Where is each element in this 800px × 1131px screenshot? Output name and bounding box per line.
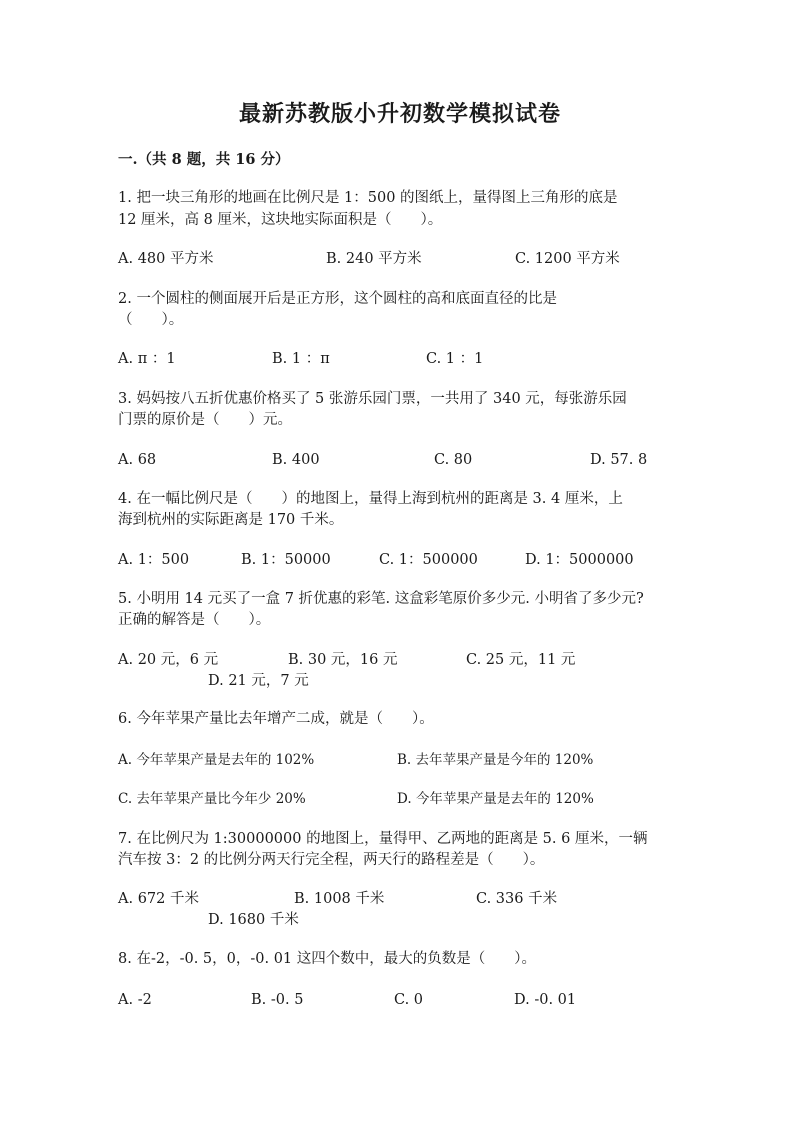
question-2-option-c: C. 1 ：1 [426,351,484,367]
question-8-option-a: A. -2 [118,992,152,1008]
question-1-line-2: 12 厘米，高 8 厘米，这块地实际面积是（ ）。 [118,212,443,228]
question-7-line-1: 7. 在比例尺为 1:30000000 的地图上，量得甲、乙两地的距离是 5. 6 厘米，一辆 [118,831,648,847]
question-6-option-d: D. 今年苹果产量是去年的 120% [397,791,594,807]
section-heading: 一.（共 8 题，共 16 分） [118,151,290,168]
question-5-option-d: D. 21 元，7 元 [208,673,309,689]
question-6-option-c: C. 去年苹果产量比今年少 20% [118,791,306,807]
question-2-line-2: （ ）。 [118,312,184,328]
question-8-option-d: D. -0. 01 [514,992,577,1008]
question-3-option-d: D. 57. 8 [590,452,648,468]
question-7-option-d: D. 1680 千米 [208,912,299,928]
question-1-option-b: B. 240 平方米 [326,251,422,267]
question-4-option-a: A. 1：500 [118,552,190,568]
question-1-option-c: C. 1200 平方米 [515,251,620,267]
question-5-line-2: 正确的解答是（ ）。 [118,612,271,628]
question-3-option-b: B. 400 [272,452,320,468]
question-4-option-d: D. 1：5000000 [525,552,634,568]
question-4-line-1: 4. 在一幅比例尺是（ ）的地图上，量得上海到杭州的距离是 3. 4 厘米，上 [118,491,623,507]
question-5-line-1: 5. 小明用 14 元买了一盒 7 折优惠的彩笔. 这盒彩笔原价多少元. 小明省了多少元? [118,591,644,607]
question-3-option-c: C. 80 [434,452,473,468]
question-6-option-a: A. 今年苹果产量是去年的 102% [118,752,315,768]
question-6-line-1: 6. 今年苹果产量比去年增产二成，就是（ ）。 [118,711,434,727]
question-5-option-b: B. 30 元，16 元 [288,652,398,668]
question-7-line-2: 汽车按 3：2 的比例分两天行完全程，两天行的路程差是（ ）。 [118,852,545,868]
question-2-option-a: A. π ：1 [118,351,176,367]
question-7-option-b: B. 1008 千米 [294,891,385,907]
question-3-line-1: 3. 妈妈按八五折优惠价格买了 5 张游乐园门票，一共用了 340 元，每张游乐园 [118,391,627,407]
question-1-option-a: A. 480 平方米 [118,251,214,267]
question-7-option-a: A. 672 千米 [118,891,199,907]
question-2-line-1: 2. 一个圆柱的侧面展开后是正方形，这个圆柱的高和底面直径的比是 [118,291,557,307]
question-8-option-b: B. -0. 5 [251,992,304,1008]
question-2-option-b: B. 1 ：π [272,351,330,367]
page-title: 最新苏教版小升初数学模拟试卷 [238,101,561,127]
question-8-line-1: 8. 在-2，-0. 5，0，-0. 01 这四个数中，最大的负数是（ ）。 [118,951,537,967]
question-5-option-a: A. 20 元，6 元 [118,652,219,668]
question-6-option-b: B. 去年苹果产量是今年的 120% [397,752,594,768]
question-4-option-b: B. 1：50000 [241,552,331,568]
question-4-line-2: 海到杭州的实际距离是 170 千米。 [118,512,344,528]
question-4-option-c: C. 1：500000 [379,552,478,568]
question-7-option-c: C. 336 千米 [476,891,558,907]
question-3-line-2: 门票的原价是（ ）元。 [118,412,292,428]
question-1-line-1: 1. 把一块三角形的地画在比例尺是 1：500 的图纸上，量得图上三角形的底是 [118,190,618,206]
question-5-option-c: C. 25 元，11 元 [466,652,576,668]
question-8-option-c: C. 0 [394,992,424,1008]
question-3-option-a: A. 68 [118,452,157,468]
